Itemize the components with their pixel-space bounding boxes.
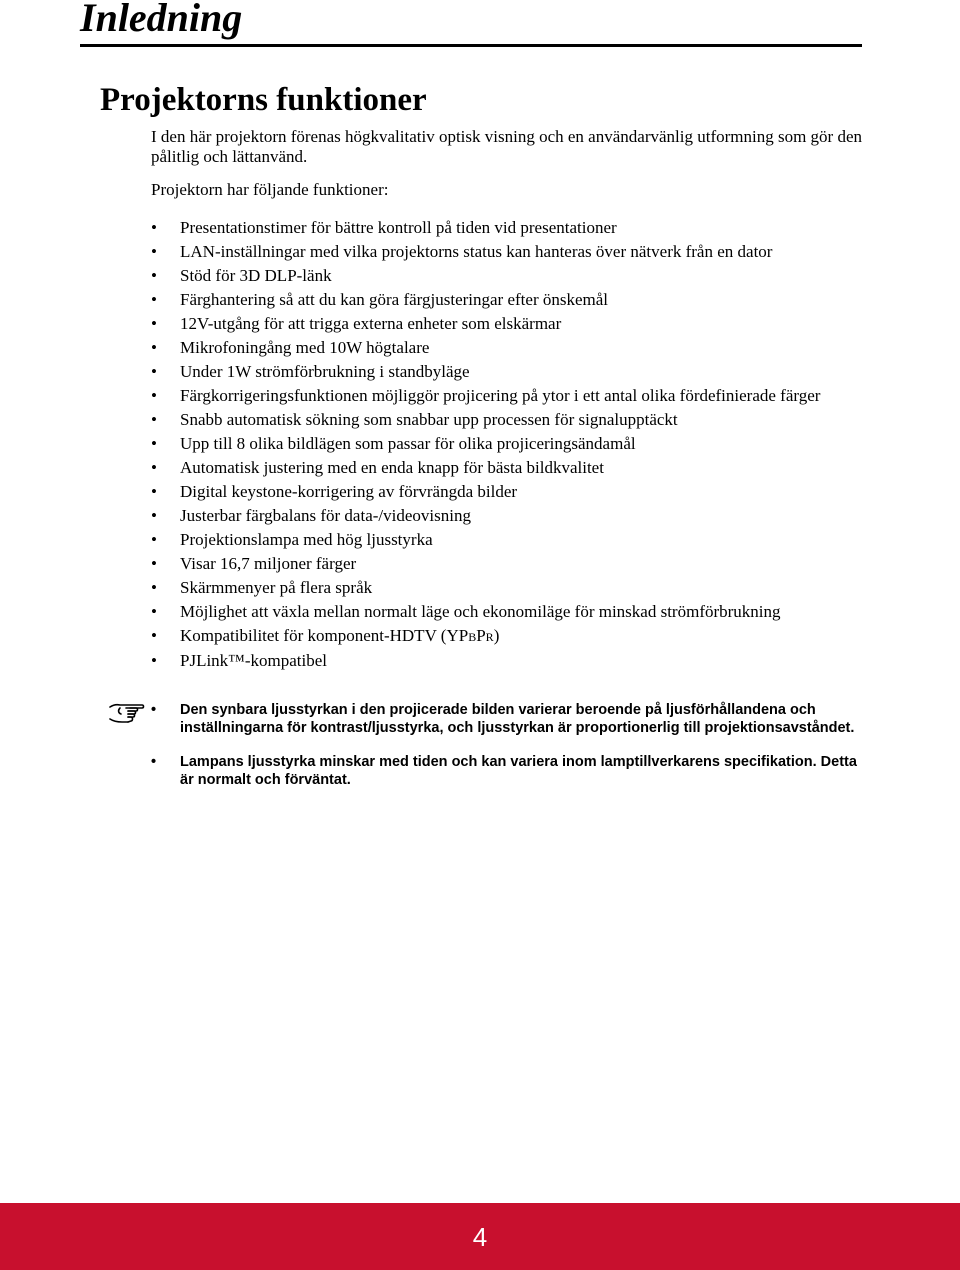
bullet: • [151, 290, 157, 309]
note-list [151, 701, 871, 805]
list-item [151, 480, 871, 504]
note-item [151, 753, 871, 789]
page-number: 4 [472, 1222, 488, 1252]
list-item-text: 12V-utgång för att trigga externa enheter som elskärmar [180, 314, 562, 333]
list-item [151, 336, 871, 360]
list-item-text: LAN-inställningar med vilka projektorns status kan hanteras över nätverk från en dator [180, 242, 773, 261]
bullet: • [151, 602, 157, 621]
list-item [151, 624, 871, 649]
list-item [151, 240, 871, 264]
list-item-text: Under 1W strömförbrukning i standbyläge [180, 362, 470, 381]
list-item [151, 312, 871, 336]
bullet: • [151, 754, 157, 770]
list-item-text: Automatisk justering med en enda knapp för bästa bildkvalitet [180, 458, 604, 477]
bullet: • [151, 458, 157, 477]
list-item-text: Projektionslampa med hög ljusstyrka [180, 530, 433, 549]
hdtv-sub-b: B [468, 630, 477, 644]
list-item [151, 456, 871, 480]
bullet: • [151, 242, 157, 261]
hdtv-suffix: ) [493, 626, 500, 645]
list-item-text: Justerbar färgbalans för data-/videovisning [180, 506, 471, 525]
chapter-rule [80, 44, 862, 47]
bullet: • [151, 702, 157, 718]
bullet: • [151, 530, 157, 549]
bullet: • [151, 482, 157, 501]
pointing-hand-icon [108, 702, 146, 724]
list-item [151, 360, 871, 384]
note-item [151, 701, 871, 737]
bullet: • [151, 554, 157, 573]
bullet: • [151, 218, 157, 237]
list-item-text: Möjlighet att växla mellan normalt läge och ekonomiläge för minskad strömförbrukning [180, 602, 781, 621]
feature-list [151, 216, 871, 673]
bullet: • [151, 338, 157, 357]
bullet: • [151, 386, 157, 405]
list-item [151, 649, 871, 673]
bullet: • [151, 410, 157, 429]
bullet: • [151, 314, 157, 333]
bullet: • [151, 578, 157, 597]
list-item-text: Presentationstimer för bättre kontroll på tiden vid presentationer [180, 218, 617, 237]
chapter-title: Inledning [80, 0, 243, 40]
list-item-text: Färgkorrigeringsfunktionen möjliggör projicering på ytor i ett antal olika fördefinierade färger [180, 386, 821, 405]
bullet: • [151, 506, 157, 525]
list-item [151, 408, 871, 432]
list-item-text: Snabb automatisk sökning som snabbar upp processen för signalupptäckt [180, 410, 678, 429]
intro-paragraph: I den här projektorn förenas högkvalitativ optisk visning och en användarvänlig utformning som gör den pålitlig och lättanvänd. [151, 127, 863, 166]
list-item [151, 216, 871, 240]
features-lead: Projektorn har följande funktioner: [151, 180, 389, 199]
list-item [151, 288, 871, 312]
list-item-text: Digital keystone-korrigering av förvrängda bilder [180, 482, 518, 501]
list-item [151, 600, 871, 624]
note-text: Den synbara ljusstyrkan i den projicerade bilden varierar beroende på ljusförhållandena och inställningarna för kontrast/ljusstyrka, och ljusstyrkan är proportionerlig till projektionsavståndet. [180, 702, 855, 736]
list-item [151, 528, 871, 552]
list-item-text: Stöd för 3D DLP-länk [180, 266, 332, 285]
note-text: Lampans ljusstyrka minskar med tiden och kan variera inom lamptillverkarens specifikation. Detta är normalt och förväntat. [180, 754, 857, 788]
list-item [151, 576, 871, 600]
list-item-text: Mikrofoningång med 10W högtalare [180, 338, 430, 357]
section-title: Projektorns funktioner [100, 82, 427, 118]
list-item-text [180, 626, 499, 645]
bullet: • [151, 434, 157, 453]
bullet: • [151, 362, 157, 381]
hdtv-prefix: Kompatibilitet för komponent-HDTV (YP [180, 626, 469, 645]
list-item [151, 264, 871, 288]
list-item [151, 504, 871, 528]
list-item-text: Färghantering så att du kan göra färgjusteringar efter önskemål [180, 290, 609, 309]
bullet: • [151, 651, 157, 670]
list-item [151, 552, 871, 576]
hdtv-sub-r: R [485, 630, 494, 644]
hdtv-mid: P [476, 626, 486, 645]
list-item [151, 384, 871, 408]
list-item-text: Skärmmenyer på flera språk [180, 578, 373, 597]
bullet: • [151, 626, 157, 645]
list-item-text: PJLink™-kompatibel [180, 651, 327, 670]
bullet: • [151, 266, 157, 285]
list-item-text: Visar 16,7 miljoner färger [180, 554, 357, 573]
list-item-text: Upp till 8 olika bildlägen som passar för olika projiceringsändamål [180, 434, 636, 453]
list-item [151, 432, 871, 456]
